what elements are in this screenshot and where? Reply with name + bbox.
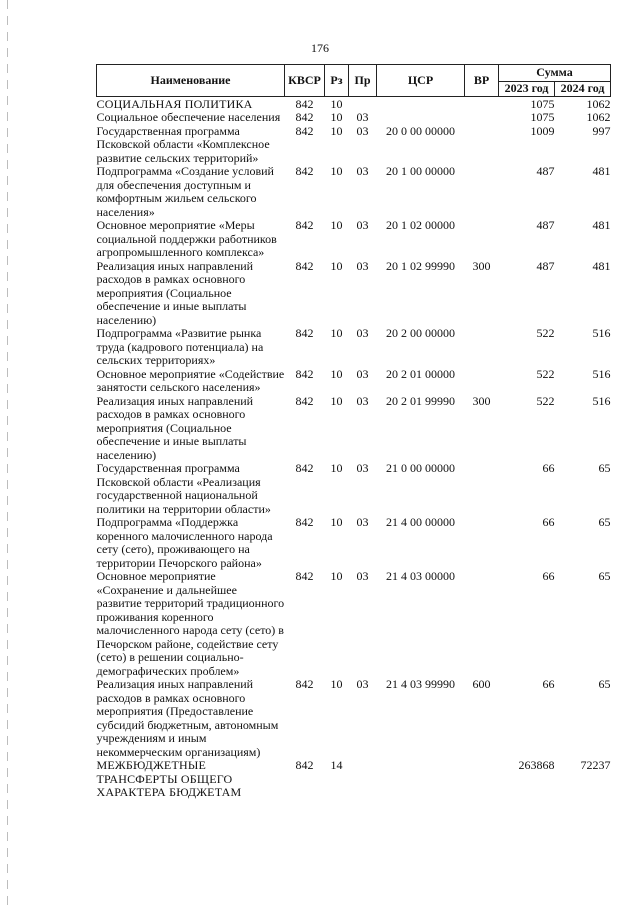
- row-rz: 10: [330, 515, 343, 529]
- row-csr: 20 2 00 00000: [386, 326, 455, 340]
- row-vr: [465, 125, 499, 166]
- row-vr: [465, 327, 499, 368]
- row-vr: [465, 368, 499, 395]
- row-sum-2023: 66: [542, 677, 555, 691]
- row-sum-2024: 516: [592, 366, 611, 381]
- row-name: Подпрограмма «Поддержка коренного малочисленного народа сету (сето), проживающего на территории Печорского района»: [96, 515, 273, 570]
- row-csr: 20 1 02 99990: [386, 258, 455, 273]
- row-sum-2023: 66: [542, 515, 555, 529]
- row-pr: 03: [356, 393, 369, 408]
- row-vr: [465, 219, 499, 260]
- row-rz: 14: [330, 758, 343, 772]
- row-sum-2023: 66: [542, 461, 555, 475]
- header-kvsr: КВСР: [285, 65, 325, 97]
- row-name: Основное мероприятие «Сохранение и дальнейшее развитие территорий традиционного проживания коренного малочисленного народа сету (сето) в Печорском районе, содействие сету (сето) в решении социально-демографических проблем»: [96, 569, 285, 678]
- row-vr: 300: [472, 258, 491, 273]
- row-sum-2023: 66: [542, 569, 555, 583]
- row-csr: 20 2 01 00000: [386, 366, 455, 381]
- row-sum-2024: 1062: [586, 110, 611, 124]
- row-sum-2023: 487: [536, 164, 555, 178]
- row-rz: 10: [330, 677, 343, 691]
- table-row: [97, 516, 611, 570]
- header-year-2024: 2024 год: [555, 82, 611, 97]
- row-sum-2023: 1009: [530, 123, 555, 138]
- table-body: [97, 96, 611, 800]
- row-sum-2023: 263868: [518, 758, 555, 772]
- row-rz: 10: [330, 258, 343, 273]
- header-csr: ЦСР: [377, 65, 465, 97]
- table-row: [97, 96, 611, 111]
- row-name: Реализация иных направлений расходов в рамках основного мероприятия (Социальное обеспечение и иные выплаты населению): [96, 393, 254, 462]
- row-pr: 03: [356, 326, 369, 340]
- header-year-2023: 2023 год: [499, 82, 555, 97]
- row-sum-2023: 1075: [530, 96, 555, 111]
- row-vr: 600: [472, 677, 491, 691]
- row-csr: 20 2 01 99990: [386, 393, 455, 408]
- row-sum-2024: 65: [598, 461, 611, 475]
- table-row: [97, 759, 611, 800]
- row-pr: 03: [356, 123, 369, 138]
- row-name: Государственная программа Псковской области «Комплексное развитие сельских территорий»: [96, 123, 270, 165]
- header-pr: Пр: [349, 65, 377, 97]
- row-kvsr: 842: [295, 677, 314, 691]
- row-name: СОЦИАЛЬНАЯ ПОЛИТИКА: [96, 96, 253, 111]
- row-sum-2024: 516: [592, 326, 611, 340]
- row-csr: 21 0 00 00000: [386, 461, 455, 475]
- row-csr: 21 4 00 00000: [386, 515, 455, 529]
- row-rz: 10: [330, 96, 343, 111]
- row-pr: [349, 96, 377, 111]
- header-vr: ВР: [465, 65, 499, 97]
- row-kvsr: 842: [295, 758, 314, 772]
- row-name: Социальное обеспечение населения: [96, 110, 281, 124]
- row-vr: [465, 96, 499, 111]
- table-row: [97, 462, 611, 516]
- row-rz: 10: [330, 164, 343, 178]
- row-kvsr: 842: [295, 461, 314, 475]
- row-csr: 20 0 00 00000: [386, 123, 455, 138]
- header-name: Наименование: [97, 65, 285, 97]
- budget-table: [96, 64, 611, 800]
- scan-edge-artifact: [7, 0, 8, 905]
- row-sum-2024: 516: [592, 393, 611, 408]
- row-sum-2023: 522: [536, 393, 555, 408]
- row-vr: [465, 759, 499, 800]
- table-row: [97, 260, 611, 328]
- row-sum-2024: 65: [598, 515, 611, 529]
- row-pr: 03: [356, 366, 369, 381]
- row-pr: 03: [356, 461, 369, 475]
- row-name: МЕЖБЮДЖЕТНЫЕ ТРАНСФЕРТЫ ОБЩЕГО ХАРАКТЕРА БЮДЖЕТАМ: [96, 758, 242, 799]
- row-kvsr: 842: [295, 164, 314, 178]
- row-kvsr: 842: [295, 326, 314, 340]
- row-sum-2023: 1075: [530, 110, 555, 124]
- row-sum-2023: 487: [536, 258, 555, 273]
- row-pr: [349, 759, 377, 800]
- row-sum-2024: 65: [598, 677, 611, 691]
- row-sum-2024: 997: [592, 123, 611, 138]
- row-csr: 21 4 03 00000: [386, 569, 455, 583]
- table-row: [97, 165, 611, 219]
- row-csr: 20 1 02 00000: [386, 218, 455, 232]
- row-pr: 03: [356, 515, 369, 529]
- table-row: [97, 395, 611, 463]
- row-pr: 03: [356, 258, 369, 273]
- row-kvsr: 842: [295, 123, 314, 138]
- row-sum-2024: 481: [592, 258, 611, 273]
- row-pr: 03: [356, 164, 369, 178]
- row-vr: 300: [472, 393, 491, 408]
- row-kvsr: 842: [295, 96, 314, 111]
- page-number: 176: [311, 41, 329, 55]
- header-rz: Рз: [325, 65, 349, 97]
- row-pr: 03: [356, 218, 369, 232]
- row-csr: [377, 96, 465, 111]
- table-row: [97, 219, 611, 260]
- row-rz: 10: [330, 110, 343, 124]
- row-name: Основное мероприятие «Содействие занятости сельского населения»: [96, 366, 285, 394]
- row-sum-2023: 487: [536, 218, 555, 232]
- row-vr: [465, 516, 499, 570]
- table-row: [97, 368, 611, 395]
- row-vr: [465, 462, 499, 516]
- row-name: Подпрограмма «Развитие рынка труда (кадрового потенциала) на сельских территориях»: [96, 326, 264, 367]
- row-csr: [377, 759, 465, 800]
- row-csr: 20 1 00 00000: [386, 164, 455, 178]
- header-summa: Сумма: [499, 65, 611, 82]
- table-row: [97, 570, 611, 678]
- row-name: Реализация иных направлений расходов в рамках основного мероприятия (Социальное обеспечение и иные выплаты населению): [96, 258, 254, 327]
- row-rz: 10: [330, 218, 343, 232]
- row-sum-2024: 65: [598, 569, 611, 583]
- row-kvsr: 842: [295, 258, 314, 273]
- row-sum-2024: 481: [592, 164, 611, 178]
- row-kvsr: 842: [295, 515, 314, 529]
- table-header: [97, 65, 611, 97]
- row-name: Подпрограмма «Создание условий для обеспечения доступным и комфортным жильем сельского населения»: [96, 164, 274, 219]
- row-name: Государственная программа Псковской области «Реализация государственной национальной политики на территории области»: [96, 461, 271, 516]
- row-rz: 10: [330, 326, 343, 340]
- table-row: [97, 678, 611, 759]
- row-kvsr: 842: [295, 366, 314, 381]
- row-rz: 10: [330, 461, 343, 475]
- row-vr: [465, 165, 499, 219]
- row-kvsr: 842: [295, 218, 314, 232]
- row-sum-2023: 522: [536, 326, 555, 340]
- row-rz: 10: [330, 393, 343, 408]
- row-rz: 10: [330, 366, 343, 381]
- row-vr: [465, 111, 499, 125]
- row-vr: [465, 570, 499, 678]
- row-csr: 21 4 03 99990: [386, 677, 455, 691]
- table-row: [97, 327, 611, 368]
- row-pr: 03: [356, 677, 369, 691]
- row-sum-2023: 522: [536, 366, 555, 381]
- row-rz: 10: [330, 123, 343, 138]
- row-kvsr: 842: [295, 110, 314, 124]
- row-pr: 03: [356, 110, 369, 124]
- row-csr: [377, 111, 465, 125]
- table-row: [97, 125, 611, 166]
- row-sum-2024: 481: [592, 218, 611, 232]
- row-rz: 10: [330, 569, 343, 583]
- row-kvsr: 842: [295, 393, 314, 408]
- row-name: Основное мероприятие «Меры социальной поддержки работников агропромышленного комплекса»: [96, 218, 277, 259]
- row-name: Реализация иных направлений расходов в рамках основного мероприятия (Предоставление субсидий бюджетным, автономным учреждениям и иным некоммерческим организациям): [96, 677, 279, 759]
- row-pr: 03: [356, 569, 369, 583]
- row-sum-2024: 1062: [586, 96, 611, 111]
- table-row: [97, 111, 611, 125]
- row-kvsr: 842: [295, 569, 314, 583]
- row-sum-2024: 72237: [580, 758, 611, 772]
